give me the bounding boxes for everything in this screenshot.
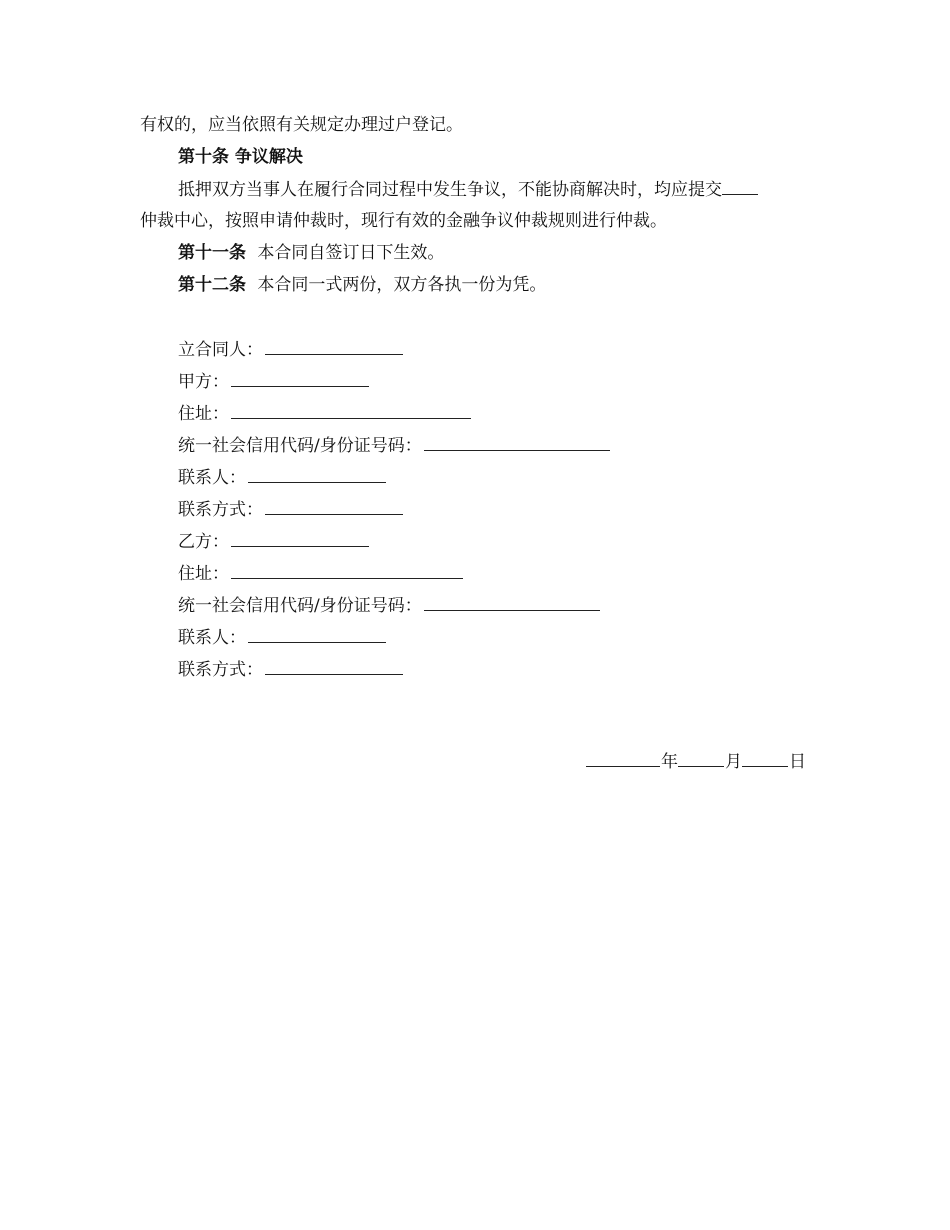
day-label: 日	[789, 752, 806, 772]
arbitration-blank	[722, 178, 758, 195]
article-12	[178, 274, 546, 296]
article-11	[178, 242, 444, 264]
article-12-title: 第十二条	[178, 275, 246, 295]
article-10-title: 第十条 争议解决	[178, 147, 303, 167]
signature-contact-b	[178, 626, 386, 649]
continuation-text: 有权的，应当依照有关规定办理过户登记。	[140, 115, 463, 135]
address-b-label: 住址：	[178, 564, 229, 584]
credit-code-b-blank	[424, 594, 600, 611]
contact-method-a-label: 联系方式：	[178, 500, 263, 520]
party-a-label: 甲方：	[178, 372, 229, 392]
contact-method-a-blank	[265, 498, 403, 515]
credit-code-a-label: 统一社会信用代码/身份证号码：	[178, 436, 422, 456]
contract-person-label: 立合同人：	[178, 340, 263, 360]
party-b-blank	[231, 530, 369, 547]
contact-method-b-label: 联系方式：	[178, 660, 263, 680]
signature-party-b	[178, 530, 369, 553]
party-b-label: 乙方：	[178, 532, 229, 552]
address-a-blank	[231, 402, 471, 419]
contact-b-label: 联系人：	[178, 628, 246, 648]
contact-method-b-blank	[265, 658, 403, 675]
signature-address-b	[178, 562, 463, 585]
signature-contract-person	[178, 338, 403, 361]
credit-code-b-label: 统一社会信用代码/身份证号码：	[178, 596, 422, 616]
signature-contact-method-b	[178, 658, 403, 681]
signature-address-a	[178, 402, 471, 425]
contact-b-blank	[248, 626, 386, 643]
contract-person-blank	[265, 338, 403, 355]
year-label: 年	[661, 752, 678, 772]
date-row	[586, 750, 806, 773]
signature-credit-code-b	[178, 594, 600, 617]
signature-party-a	[178, 370, 369, 393]
article-10-text-2: 仲裁中心，按照申请仲裁时，现行有效的金融争议仲裁规则进行仲裁。	[140, 211, 667, 231]
article-11-title: 第十一条	[178, 243, 246, 263]
article-12-text: 本合同一式两份，双方各执一份为凭。	[257, 275, 547, 295]
address-a-label: 住址：	[178, 404, 229, 424]
address-b-blank	[231, 562, 463, 579]
contact-a-label: 联系人：	[178, 468, 246, 488]
month-blank	[678, 750, 724, 767]
article-10-text-line1	[178, 178, 758, 201]
day-blank	[742, 750, 788, 767]
article-11-text: 本合同自签订日下生效。	[257, 243, 445, 263]
contact-a-blank	[248, 466, 386, 483]
party-a-blank	[231, 370, 369, 387]
year-blank	[586, 750, 660, 767]
credit-code-a-blank	[424, 434, 610, 451]
signature-contact-method-a	[178, 498, 403, 521]
article-10-text-1: 抵押双方当事人在履行合同过程中发生争议，不能协商解决时，均应提交	[178, 180, 722, 200]
signature-contact-a	[178, 466, 386, 489]
signature-credit-code-a	[178, 434, 610, 457]
month-label: 月	[725, 752, 742, 772]
